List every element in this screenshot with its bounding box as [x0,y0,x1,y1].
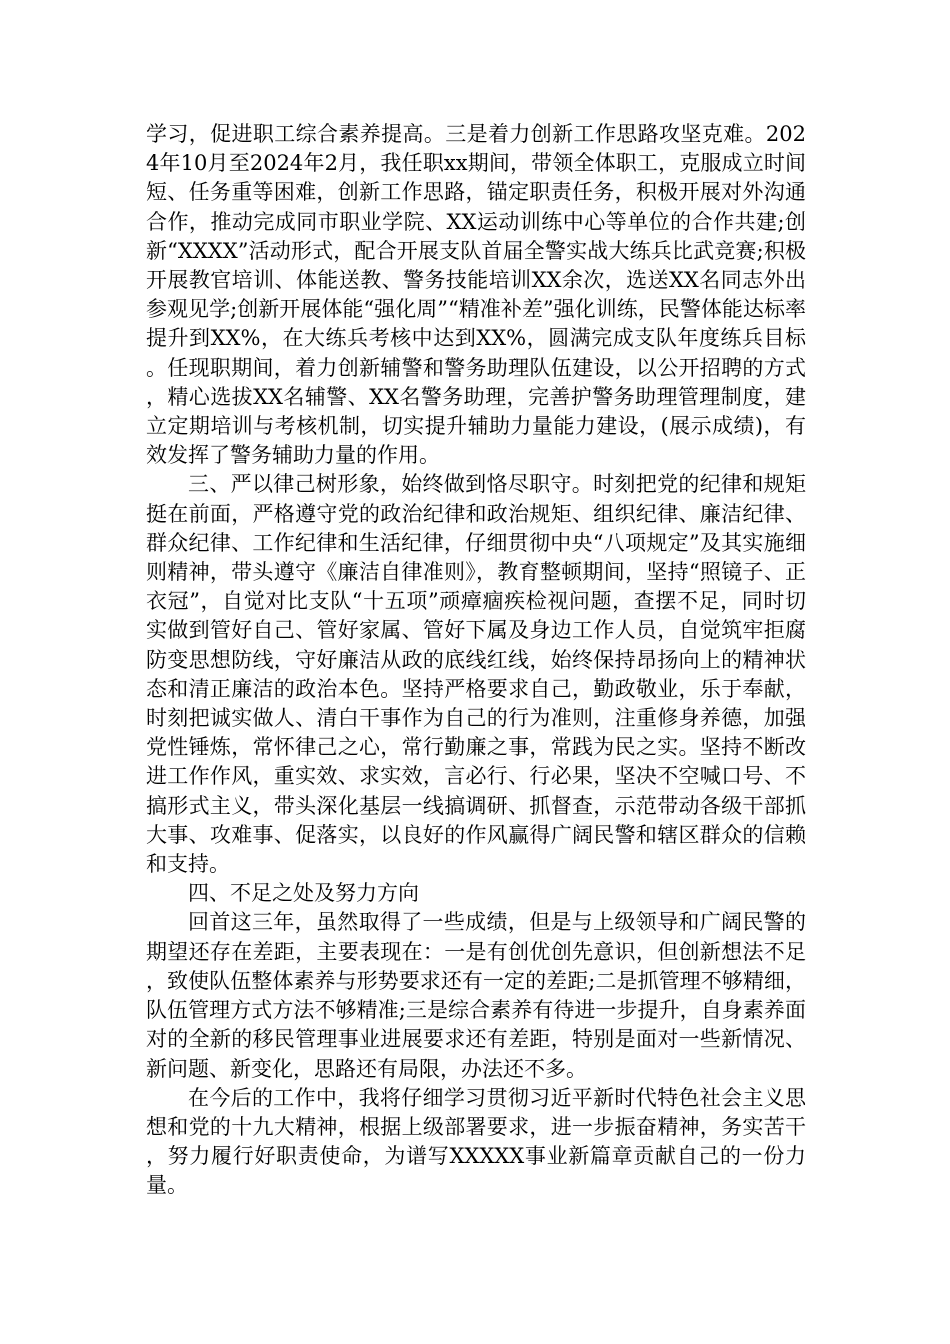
document-body [146,120,806,1201]
paragraph-continuation: 学习，促进职工综合素养提高。三是着力创新工作思路攻坚克难。2024年10月至2024年2月，我任职xx期间，带领全体职工，克服成立时间短、任务重等困难，创新工作思路，锚定职责任务，积极开展对外沟通合作，推动完成同市职业学院、XX运动训练中心等单位的合作共建;创新“XXXX”活动形式，配合开展支队首届全警实战大练兵比武竞赛;积极开展教官培训、体能送教、警务技能培训XX余次，选送XX名同志外出参观见学;创新开展体能“强化周”“精准补差”强化训练，民警体能达标率提升到XX%，在大练兵考核中达到XX%，圆满完成支队年度练兵目标。任现职期间，着力创新辅警和警务助理队伍建设，以公开招聘的方式，精心选拔XX名辅警、XX名警务助理，完善护警务助理管理制度，建立定期培训与考核机制，切实提升辅助力量能力建设，(展示成绩)，有效发挥了警务辅助力量的作用。 [146,122,806,468]
paragraph-section-three: 三、严以律己树形象，始终做到恪尽职守。时刻把党的纪律和规矩挺在前面，严格遵守党的政治纪律和政治规矩、组织纪律、廉洁纪律、群众纪律、工作纪律和生活纪律，仔细贯彻中央“八项规定”及其实施细则精神，带头遵守《廉洁自律准则》，教育整顿期间，坚持“照镜子、正衣冠”，自觉对比支队“十五项”顽瘴痼疾检视问题，查摆不足，同时切实做到管好自己、管好家属、管好下属及身边工作人员，自觉筑牢拒腐防变思想防线，守好廉洁从政的底线红线，始终保持昂扬向上的精神状态和清正廉洁的政治本色。坚持严格要求自己，勤政敬业，乐于奉献，时刻把诚实做人、清白干事作为自己的行为准则，注重修身养德，加强党性锤炼，常怀律己之心，常行勤廉之事，常践为民之实。坚持不断改进工作作风，重实效、求实效，言必行、行必果，坚决不空喊口号、不搞形式主义，带头深化基层一线搞调研、抓督查，示范带动各级干部抓大事、攻难事、促落实，以良好的作风赢得广阔民警和辖区群众的信赖和支持。 [146,472,806,877]
section-heading-four: 四、不足之处及努力方向 [188,881,419,906]
paragraph-future-work: 在今后的工作中，我将仔细学习贯彻习近平新时代特色社会主义思想和党的十九大精神，根据上级部署要求，进一步振奋精神，务实苦干，努力履行好职责使命，为谱写XXXXX事业新篇章贡献自己的一份力量。 [146,1085,806,1198]
paragraph-shortcomings: 回首这三年，虽然取得了一些成绩，但是与上级领导和广阔民警的期望还存在差距，主要表现在：一是有创优创先意识，但创新想法不足，致使队伍整体素养与形势要求还有一定的差距;二是抓管理不够精细，队伍管理方式方法不够精准;三是综合素养有待进一步提升，自身素养面对的全新的移民管理事业进展要求还有差距，特别是面对一些新情况、新问题、新变化，思路还有局限，办法还不多。 [146,910,806,1081]
